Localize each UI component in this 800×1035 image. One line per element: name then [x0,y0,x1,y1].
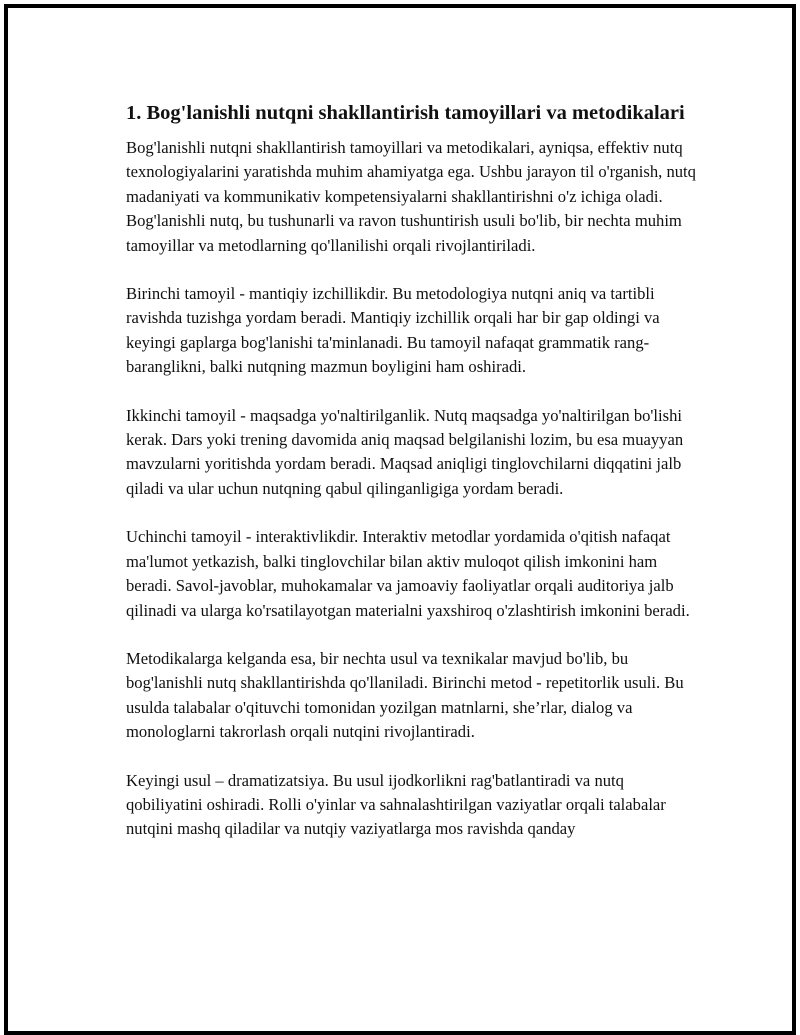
paragraph-first-principle: Birinchi tamoyil - mantiqiy izchillikdir. Bu metodologiya nutqni aniq va tartibli ravishda tuzishga yordam beradi. Mantiqiy izchillik orqali har bir gap oldingi va keyingi gaplarga bog'lanishi ta'minlanadi. Bu tamoyil nafaqat grammatik rang-baranglikni, balki nutqning mazmun boyligini ham oshiradi. [126,284,660,377]
paragraph-third-principle: Uchinchi tamoyil - interaktivlikdir. Interaktiv metodlar yordamida o'qitish nafaqat ma'lumot yetkazish, balki tinglovchilar bilan aktiv muloqot qilish imkonini ham beradi. Savol-javoblar, muhokamalar va jamoaviy faoliyatlar orqali auditoriya jalb qilinadi va ularga ko'rsatilayotgan materialni yaxshiroq o'zlashtirish imkonini beradi. [126,527,690,620]
paragraph-second-principle: Ikkinchi tamoyil - maqsadga yo'naltirilganlik. Nutq maqsadga yo'naltirilgan bo'lishi kerak. Dars yoki trening davomida aniq maqsad belgilanishi lozim, bu esa muayyan mavzularni yoritishda yordam beradi. Maqsad aniqligi tinglovchilarni diqqatini jalb qiladi va ular uchun nutqning qabul qilinganligiga yordam beradi. [126,405,684,498]
paragraph-dramatization: Keyingi usul – dramatizatsiya. Bu usul ijodkorlikni rag'batlantiradi va nutq qobiliyatini oshiradi. Rolli o'yinlar va sahnalashtirilgan vaziyatlar orqali talabalar nutqini mashq qiladilar va nutqiy vaziyatlarga mos ravishda qanday [126,770,666,839]
paragraph-intro: Bog'lanishli nutqni shakllantirish tamoyillari va metodikalari, ayniqsa, effektiv nutq texnologiyalarini yaratishda muhim ahamiyatga ega. Ushbu jarayon til o'rganish, nutq madaniyati va kommunikativ kompetensiyalarni shakllantirishni o'z ichiga oladi. Bog'lanishli nutq, bu tushunarli va ravon tushuntirish usuli bo'lib, bir nechta muhim tamoyillar va metodlarning qo'llanilishi orqali rivojlantiriladi. [126,138,696,255]
document-body [122,100,702,866]
section-title: 1. Bog'lanishli nutqni shakllantirish tamoyillari va metodikalari [126,102,685,124]
page-frame [4,4,796,1035]
paragraph-methods: Metodikalarga kelganda esa, bir nechta usul va texnikalar mavjud bo'lib, bu bog'lanishli nutq shakllantirishda qo'llaniladi. Birinchi metod - repetitorlik usuli. Bu usulda talabalar o'qituvchi tomonidan yozilgan matnlarni, she’rlar, dialog va monologlarni takrorlash orqali nutqini rivojlantiradi. [126,648,684,742]
